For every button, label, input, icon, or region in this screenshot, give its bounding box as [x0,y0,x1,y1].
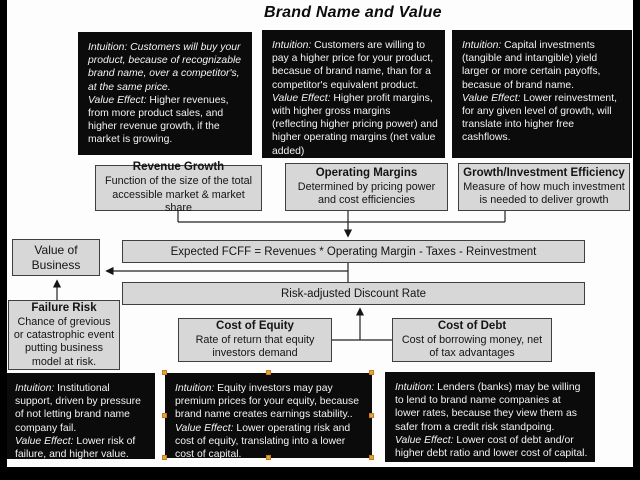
selection-handle[interactable] [369,370,374,375]
selection-handle[interactable] [162,370,167,375]
value-effect-label: Value Effect: [395,434,454,446]
intuition-label: Intuition: [272,40,312,51]
selection-handle[interactable] [369,413,374,418]
selection-handle[interactable] [369,455,374,460]
value-effect-text: Lower risk of failure, and higher value. [15,435,136,461]
note-failure-intuition[interactable] [5,373,155,459]
value-effect-label: Value Effect: [462,92,521,104]
intuition-label: Intuition: [15,383,55,394]
intuition-label: Intuition: [395,382,435,393]
intuition-text: Customers will buy your product, because of recognizable brand name, over a competitor's, at the same price. [88,42,242,93]
box-title: Cost of Equity [216,320,294,333]
intuition-text: Customers are willing to pay a higher price for your product, becasue of brand name, than for a competitor's equivalent product. [272,40,434,91]
box-desc: Cost of borrowing money, net of tax advantages [401,333,543,360]
frame-bar-left [0,0,7,480]
box-desc: Measure of how much investment is needed to deliver growth [463,180,625,207]
page-title: Brand Name and Value [264,4,442,21]
note-equity-intuition[interactable] [165,373,372,461]
selection-handle[interactable] [162,455,167,460]
value-effect-text: Lower reinvestment, for any given level of growth, will translate into higher free cashflows. [462,92,617,144]
note-debt-intuition[interactable] [385,372,595,462]
value-effect-text: Higher profit margins, with higher gross margins (reflecting higher pricing power) and higher operating margins (net value added) [272,92,438,157]
selection-handle[interactable] [162,413,167,418]
box-revenue-growth[interactable] [95,161,262,215]
box-value-of-business[interactable] [12,239,100,276]
note-reinvestment-intuition[interactable] [452,30,632,158]
box-discount-rate[interactable] [122,282,585,305]
value-effect-label: Value Effect: [15,435,74,447]
intuition-text: Institutional support, driven by pressure of not letting brand name company fail. [15,383,141,434]
value-effect-text: Lower cost of debt and/or higher debt ratio and lower cost of capital. [395,434,588,460]
box-cost-of-debt[interactable] [392,318,552,362]
value-effect-label: Value Effect: [175,422,234,434]
value-effect-label: Value Effect: [88,94,147,106]
box-desc: Function of the size of the total accessible market & market share [104,175,253,215]
box-desc: Rate of return that equity investors demand [195,333,315,360]
box-operating-margins[interactable] [285,163,448,211]
intuition-label: Intuition: [175,383,215,394]
note-margin-intuition[interactable] [262,30,445,158]
intuition-label: Intuition: [88,42,128,53]
intuition-text: Capital investments (tangible and intangible) yield larger or more certain payoffs, becasue of brand name. [462,40,601,91]
note-revenue-intuition[interactable] [78,32,252,155]
box-title: Expected FCFF = Revenues * Operating Margin - Taxes - Reinvestment [170,245,537,258]
intuition-text: Lenders (banks) may be willing to lend to brand name companies at lower rates, because they view them as safer from a credit risk standpoing. [395,382,581,433]
box-title: Growth/Investment Efficiency [463,167,625,180]
box-title: Failure Risk [31,301,97,314]
box-growth-investment-efficiency[interactable] [458,163,630,211]
selection-handle[interactable] [266,370,271,375]
box-desc: Determined by pricing power and cost efficiencies [297,180,436,207]
box-expected-fcff[interactable] [122,240,585,263]
intuition-label: Intuition: [462,40,502,51]
box-title: Operating Margins [315,167,418,180]
box-cost-of-equity[interactable] [178,318,332,362]
intuition-text: Equity investors may pay premium prices for your equity, because brand name creates earnings stability.. [175,383,360,421]
frame-bar-right [633,0,640,480]
selection-handle[interactable] [266,455,271,460]
box-failure-risk[interactable] [8,300,120,370]
value-effect-label: Value Effect: [272,92,331,104]
box-title: Risk-adjusted Discount Rate [280,287,427,300]
box-title: Revenue Growth [132,161,225,174]
box-title: Value of Business [31,242,81,272]
value-effect-text: Lower operating risk and cost of equity, translating into a lower cost of capital. [175,422,351,461]
box-title: Cost of Debt [437,320,507,333]
frame-bar-bottom [0,467,640,480]
box-desc: Chance of grevious or catastrophic event putting business model at risk. [13,315,115,368]
value-effect-text: Higher revenues, from more product sales, and higher revenue growth, if the market is growing. [88,94,229,146]
